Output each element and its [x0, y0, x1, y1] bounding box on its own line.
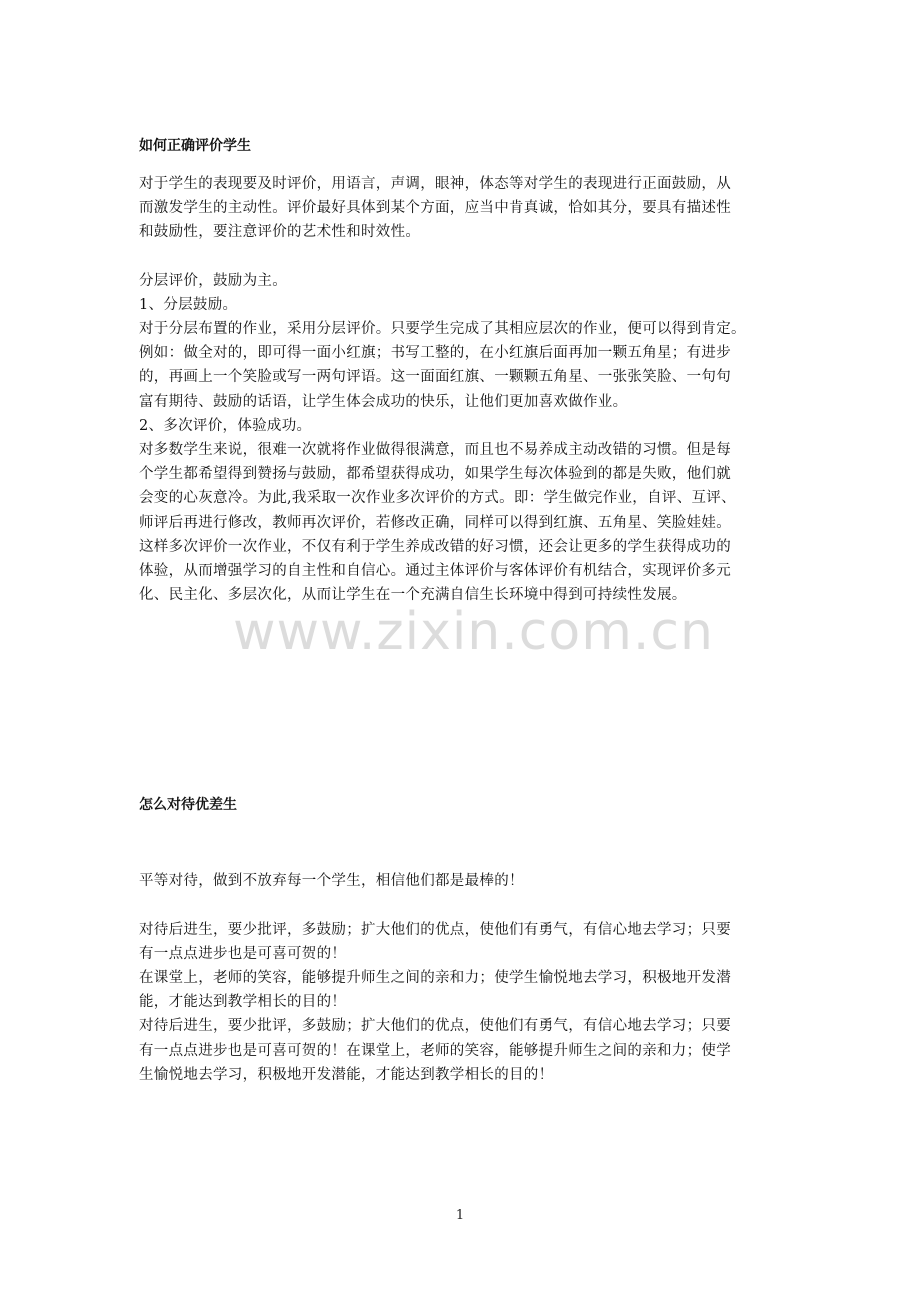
point2-line: 师评后再进行修改，教师再次评价，若修改正确，同样可以得到红旗、五角星、笑脸娃娃。	[139, 514, 731, 531]
section2-line1	[139, 869, 789, 893]
section1-title: 如何正确评价学生	[139, 138, 251, 154]
section2-line: 平等对待，做到不放弃每一个学生，相信他们都是最棒的！	[139, 873, 524, 890]
section2-title: 怎么对待优差生	[139, 797, 237, 814]
point1-line: 例如：做全对的，即可得一面小红旗；书写工整的，在小红旗后面再加一颗五角星；有进步	[139, 345, 731, 362]
page-number: 1	[455, 1208, 465, 1223]
section2-line: 在课堂上，老师的笑容，能够提升师生之间的亲和力；使学生愉悦地去学习，积极地开发潜	[139, 970, 731, 987]
section2-line: 有一点点进步也是可喜可贺的！在课堂上，老师的笑容，能够提升师生之间的亲和力；使学	[139, 1042, 731, 1059]
point1-line: 对于分层布置的作业，采用分层评价。只要学生完成了其相应层次的作业，便可以得到肯定。	[139, 321, 746, 338]
watermark: www.zixin.com.cn	[233, 602, 714, 662]
section1-intro-line: 和鼓励性，要注意评价的艺术性和时效性。	[139, 224, 421, 241]
point1-title: 1、分层鼓励。	[139, 296, 238, 313]
section1-subtitle: 分层评价，鼓励为主。	[139, 272, 287, 289]
point2-line: 对多数学生来说，很难一次就将作业做得很满意，而且也不易养成主动改错的习惯。但是每	[139, 442, 731, 459]
section1-body	[139, 269, 789, 608]
section2-body	[139, 918, 789, 1087]
point2-line: 个学生都希望得到赞扬与鼓励，都希望获得成功，如果学生每次体验到的都是失败，他们就	[139, 466, 731, 483]
point2-line: 化、民主化、多层次化，从而让学生在一个充满自信生长环境中得到可持续性发展。	[139, 587, 687, 604]
point1-line: 的，再画上一个笑脸或写一两句评语。这一面面红旗、一颗颗五角星、一张张笑脸、一句句	[139, 369, 731, 386]
section1-intro	[139, 172, 789, 245]
section2-line: 能，才能达到教学相长的目的！	[139, 994, 347, 1011]
section2-line: 生愉悦地去学习，积极地开发潜能，才能达到教学相长的目的！	[139, 1066, 554, 1083]
section2-line: 有一点点进步也是可喜可贺的！	[139, 945, 347, 962]
section1-intro-line: 对于学生的表现要及时评价，用语言，声调，眼神，体态等对学生的表现进行正面鼓励，从	[139, 176, 731, 192]
point2-line: 这样多次评价一次作业，不仅有利于学生养成改错的好习惯，还会让更多的学生获得成功的	[139, 538, 731, 555]
point1-line: 富有期待、鼓励的话语，让学生体会成功的快乐，让他们更加喜欢做作业。	[139, 393, 628, 410]
point2-line: 会变的心灰意冷。为此,我采取一次作业多次评价的方式。即：学生做完作业，自评、互评、	[139, 490, 736, 507]
section1-intro-line: 而激发学生的主动性。评价最好具体到某个方面，应当中肯真诚，恰如其分，要具有描述性	[139, 200, 731, 217]
section2-line: 对待后进生，要少批评，多鼓励；扩大他们的优点，使他们有勇气，有信心地去学习；只要	[139, 1018, 731, 1035]
section2-line: 对待后进生，要少批评，多鼓励；扩大他们的优点，使他们有勇气，有信心地去学习；只要	[139, 921, 731, 938]
point2-title: 2、多次评价，体验成功。	[139, 417, 312, 434]
point2-line: 体验，从而增强学习的自主性和自信心。通过主体评价与客体评价有机结合，实现评价多元	[139, 563, 731, 580]
